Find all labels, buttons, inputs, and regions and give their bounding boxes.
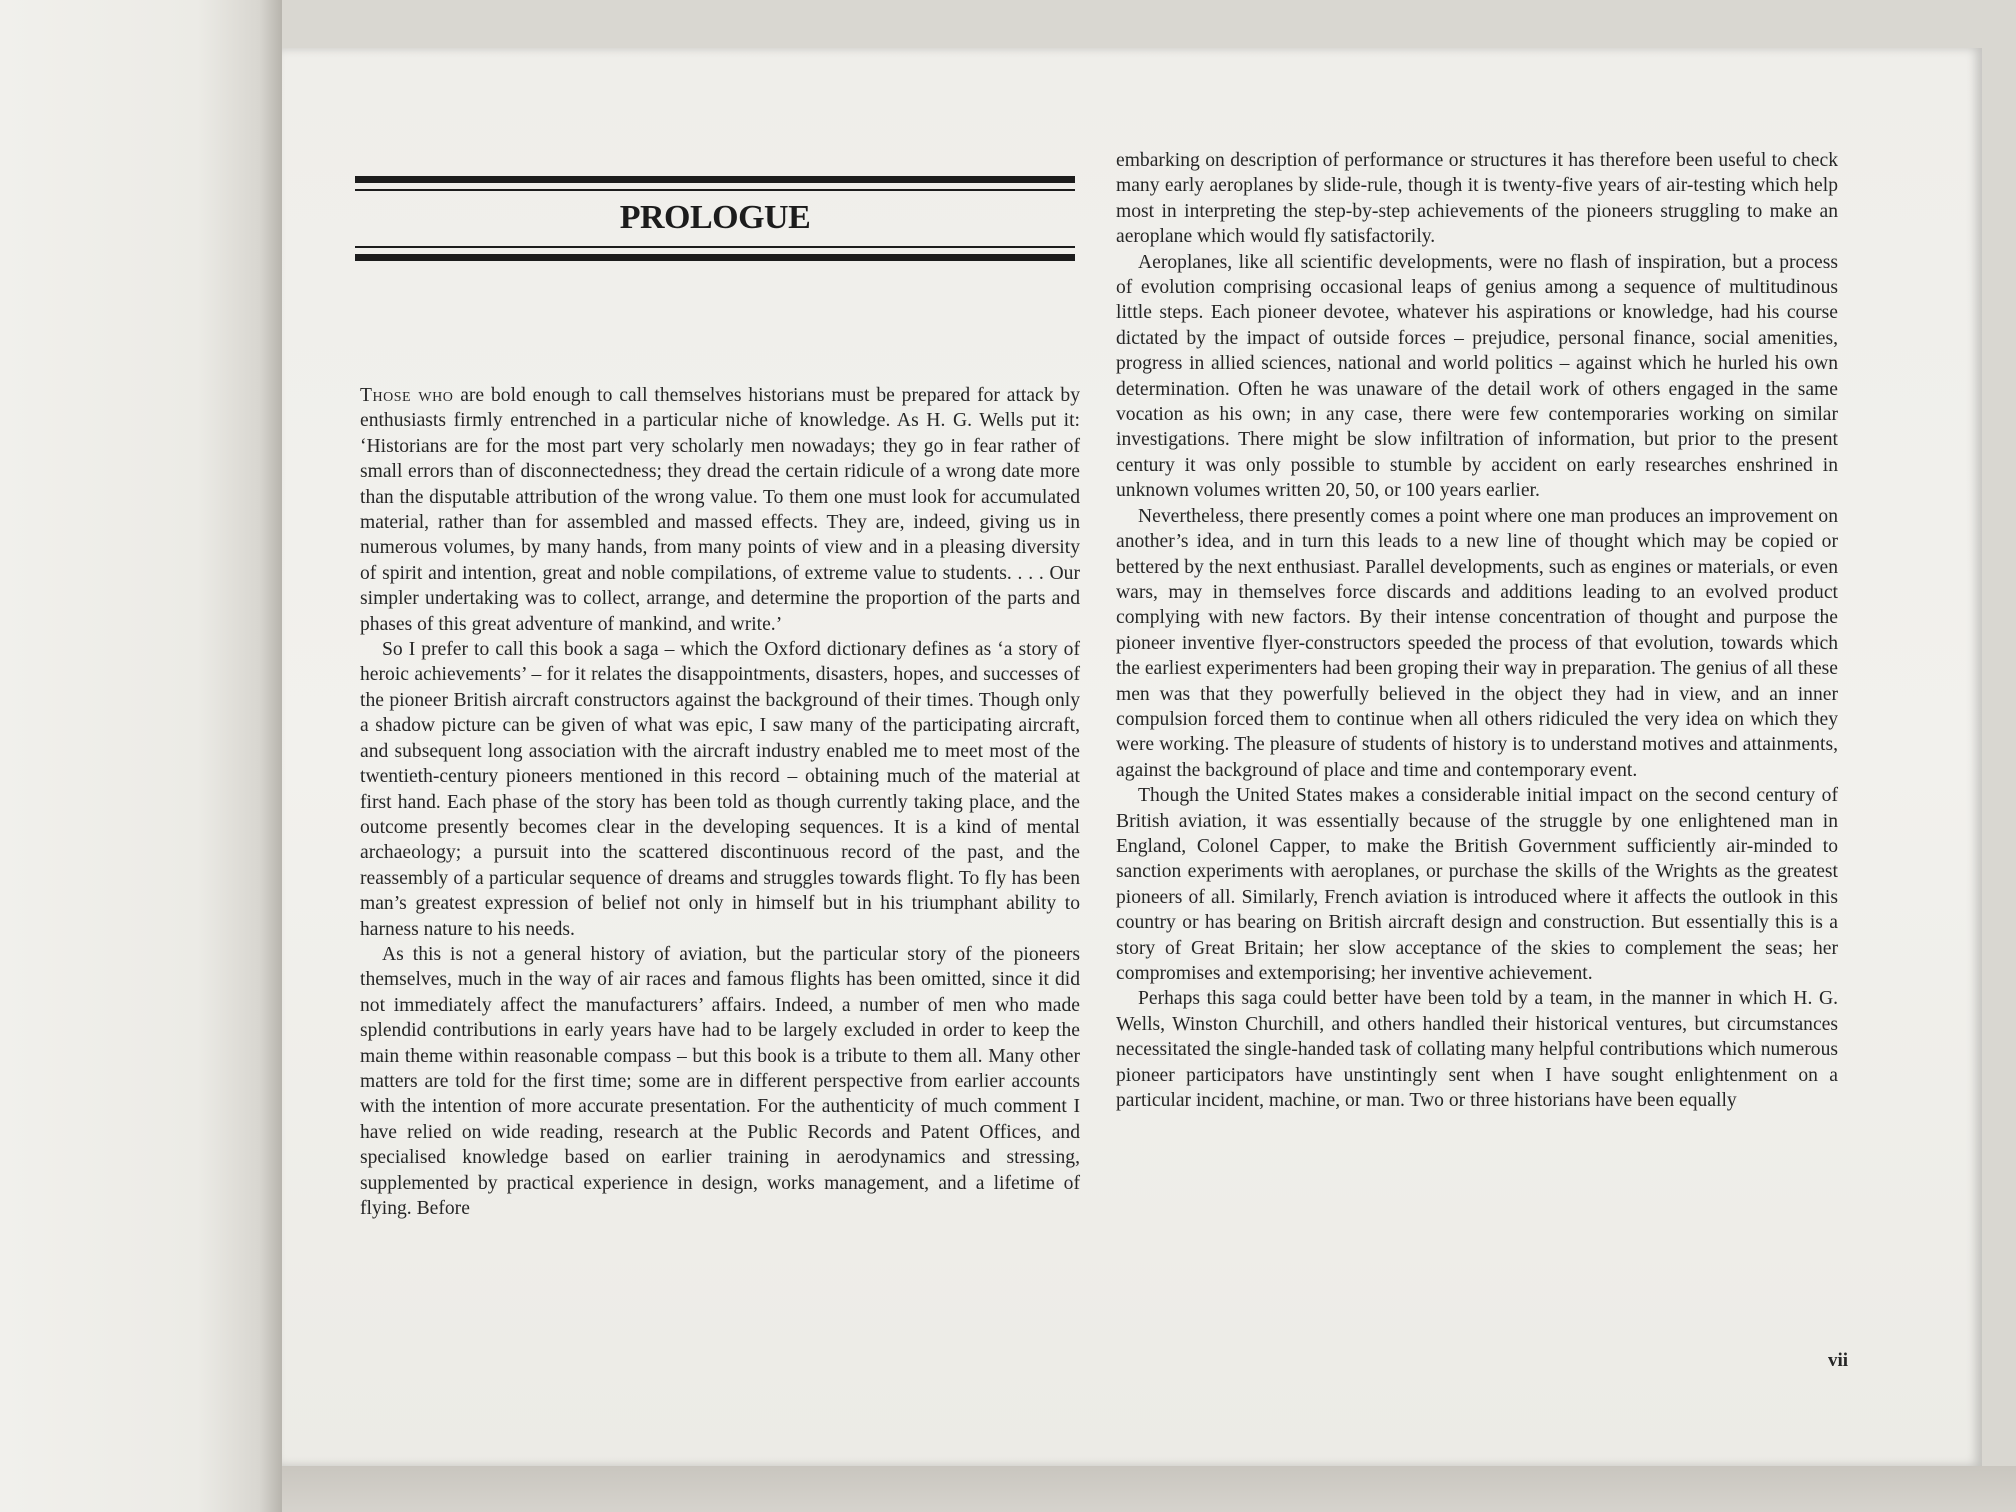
left-page (0, 0, 282, 1512)
paragraph: Aeroplanes, like all scientific developments, were no flash of inspiration, but a process of evolution comprising occasional leaps of genius among a sequence of multitudinous little steps. Each pioneer devotee, whatever his aspirations or knowledge, had his course dictated by the impact of outside forces – prejudice, personal finance, social amenities, progress in allied sciences, national and world politics – against which he hurled his own determination. Often he was unaware of the detail work of others engaged in the same vocation as his own; in any case, there were few contemporaries working on similar investigations. There might be slow infiltration of information, but prior to the present century it was only possible to stumble by accident on early researches enshrined in unknown volumes written 20, 50, or 100 years earlier. (1116, 251, 1838, 502)
table-shadow (282, 1466, 2016, 1512)
paragraph-text: are bold enough to call themselves historians must be prepared for attack by enthusiasts firmly entrenched in a particular niche of knowledge. As H. G. Wells put it: ‘Historians are for the most part very scholarly men nowadays; they go in fear rather of small errors than of disconnectedness; they dread the certain ridicule of a wrong date more than the disputable attribution of the wrong value. To them one must look for accumulated material, rather than for assembled and massed effects. They are, indeed, giving us in numerous volumes, by many hands, from many points of view and in a pleasing diversity of spirit and intention, great and noble compilations, of extreme value to students. . . . Our simpler undertaking was to collect, arrange, and determine the proportion of the parts and phases of this great adventure of mankind, and write.’ (360, 385, 1080, 635)
lead-in-small-caps: Those who (360, 385, 454, 406)
header-rule-bottom-thin (355, 246, 1075, 248)
paragraph: So I prefer to call this book a saga – which the Oxford dictionary defines as ‘a story of heroic achievements’ – for it relates the disappointments, disasters, hopes, and successes of the pioneer British aircraft constructors against the background of their times. Though only a shadow picture can be given of what was epic, I saw many of the participating aircraft, and subsequent long association with the aircraft industry enabled me to meet most of the twentieth-century pioneers mentioned in this record – obtaining much of the material at first hand. Each phase of the story has been told as though currently taking place, and the outcome presently becomes clear in the developing sequences. It is a kind of mental archaeology; a pursuit into the scattered discontinuous record of the past, and the reassembly of a particular sequence of dreams and struggles towards flight. To fly has been man’s greatest expression of belief not only in himself but in his triumphant ability to harness nature to his needs. (360, 639, 1080, 940)
paragraph: embarking on description of performance or structures it has therefore been useful to check many early aeroplanes by slide-rule, though it is twenty-five years of air-testing which help most in interpreting the step-by-step achievements of the pioneers struggling to make an aeroplane which would fly satisfactorily. (1116, 150, 1838, 248)
paragraph: Nevertheless, there presently comes a point where one man produces an improvement on another’s idea, and in turn this leads to a new line of thought which may be copied or bettered by the next enthusiast. Parallel developments, such as engines or materials, or even wars, may in themselves force discards and additions leading to an evolved product complying with new factors. By their intense concentration of thought and purpose the pioneer inventive flyer-constructors speeded the process of that evolution, towards which the earliest experimenters had been groping their way in preparation. The genius of all these men was that they powerfully believed in the object they had in view, and an inner compulsion forced them to continue when all others ridiculed the very idea on which they were working. The pleasure of students of history is to understand motives and attainments, against the background of place and time and contemporary event. (1116, 505, 1838, 781)
paragraph (360, 383, 1080, 637)
page-number: vii (1827, 1350, 1848, 1371)
header-rule-top-thin (355, 189, 1075, 191)
left-text-column (360, 383, 1080, 1221)
header-rule-top-thick (355, 176, 1075, 183)
chapter-header (355, 176, 1075, 264)
paragraph: As this is not a general history of aviation, but the particular story of the pioneers themselves, much in the way of air races and famous flights has been omitted, since it did not immediately affect the manufacturers’ affairs. Indeed, a number of men who made splendid contributions in early years have had to be largely excluded in order to keep the main theme within reasonable compass – but this book is a tribute to them all. Many other matters are told for the first time; some are in different perspective from earlier accounts with the intention of more accurate presentation. For the authenticity of much comment I have relied on wide reading, research at the Public Records and Patent Offices, and specialised knowledge based on earlier training in aerodynamics and stressing, supplemented by practical experience in design, works management, and a lifetime of flying. Before (360, 943, 1080, 1219)
chapter-title: PROLOGUE (619, 199, 811, 236)
paragraph: Perhaps this saga could better have been told by a team, in the manner in which H. G. Wells, Winston Churchill, and others handled their historical ventures, but circumstances necessitated the single-handed task of collating many helpful contributions which numerous pioneer participators have unstintingly sent when I have sought enlightenment on a particular incident, machine, or man. Two or three historians have been equally (1116, 988, 1838, 1112)
right-text-column (1116, 148, 1838, 1113)
header-rule-bottom-thick (355, 254, 1075, 261)
paragraph: Though the United States makes a considerable initial impact on the second century of British aviation, it was essentially because of the struggle by one enlightened man in England, Colonel Capper, to make the British Government sufficiently air-minded to sanction experiments with aeroplanes, or purchase the skills of the Wrights as the greatest pioneers of all. Similarly, French aviation is introduced where it affects the outlook in this country or has bearing on British aircraft design and construction. But essentially this is a story of Great Britain; her slow acceptance of the skies to complement the seas; her compromises and extemporising; her inventive achievement. (1116, 785, 1838, 984)
